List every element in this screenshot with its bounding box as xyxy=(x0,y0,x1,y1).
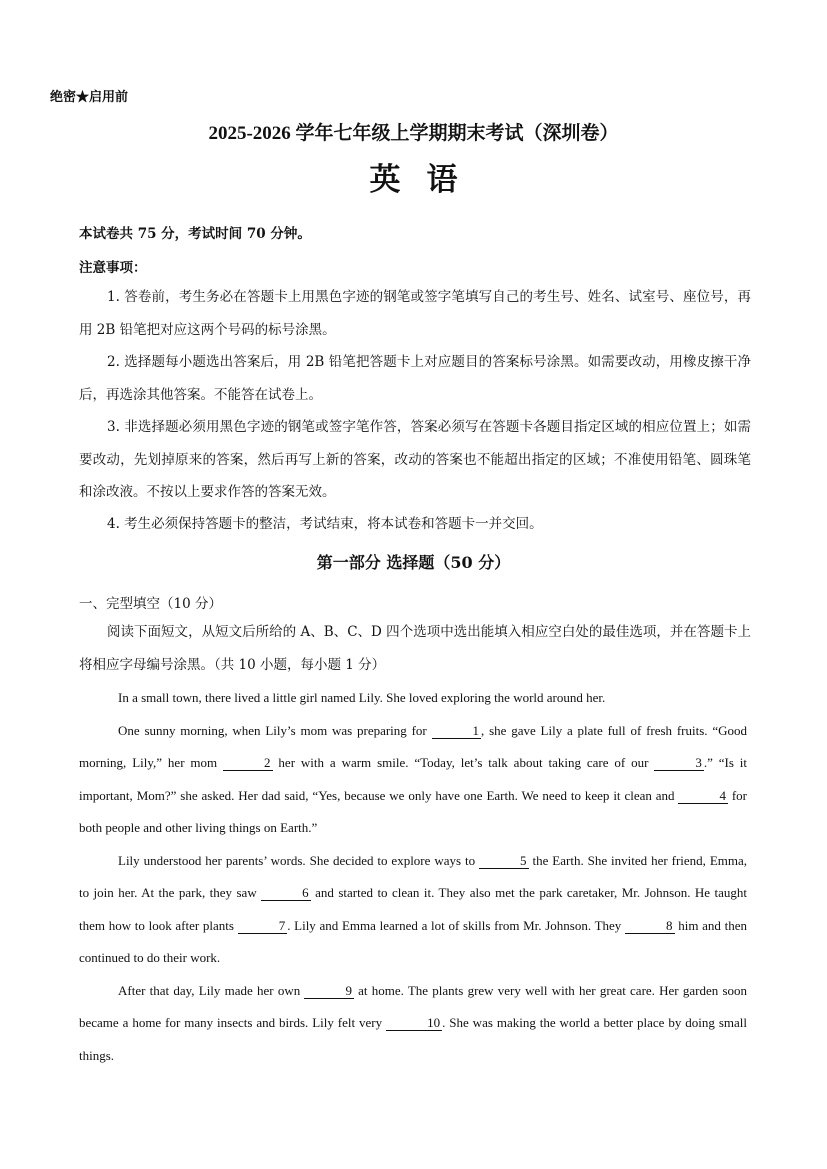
secret-label: 绝密★启用前 xyxy=(50,90,129,105)
note-item-4: 4. 考生必须保持答题卡的整洁，考试结束，将本试卷和答题卡一并交回。 xyxy=(107,516,543,532)
passage-paragraph-2: One sunny morning, when Lily’s mom was preparing for 1 , she gave Lily a plate full of fresh fruits. “Good morning, Lily,” her mom 2 her with a warm smile. “Today, let’s talk about taking care of our 3 .” “Is it important, Mom?” she asked. Her dad said, “Yes, because we only have one Earth. We need to keep it clean and 4 for both people and other living things on Earth.” xyxy=(79,722,748,835)
passage-paragraph-4: After that day, Lily made her own 9 at home. The plants grew very well with her great care. Her garden soon became a home for many insects and birds. Lily felt very 10 . She was making the world a better place by doing small things. xyxy=(79,982,748,1063)
note-item-3: 3. 非选择题必须用黑色字迹的钢笔或签字笔作答，答案必须写在答题卡各题目指定区域的相应位置上；如需要改动，先划掉原来的答案，然后再写上新的答案，改动的答案也不能超出指定的区域；不准使用铅笔、圆珠笔和涂改液。不按以上要求作答的答案无效。 xyxy=(79,419,751,500)
subject-title: 英语 xyxy=(369,162,484,198)
blank-4[interactable]: 4 xyxy=(678,788,728,804)
blank-10[interactable]: 10 xyxy=(386,1015,442,1031)
blank-8[interactable]: 8 xyxy=(625,918,675,934)
blank-1[interactable]: 1 xyxy=(432,723,482,739)
exam-info: 本试卷共 75 分，考试时间 70 分钟。 xyxy=(79,226,311,242)
part-title: 第一部分 选择题（50 分） xyxy=(316,553,511,572)
blank-9[interactable]: 9 xyxy=(304,983,354,999)
section-instructions: 阅读下面短文，从短文后所给的 A、B、C、D 四个选项中选出能填入相应空白处的最佳选项，并在答题卡上将相应字母编号涂黑。（共 10 小题，每小题 1 分） xyxy=(79,624,751,673)
blank-6[interactable]: 6 xyxy=(261,885,311,901)
notes-heading: 注意事项： xyxy=(79,260,147,276)
blank-3[interactable]: 3 xyxy=(654,755,704,771)
passage-paragraph-3: Lily understood her parents’ words. She decided to explore ways to 5 the Earth. She invited her friend, Emma, to join her. At the park, they saw 6 and started to clean it. They also met the park caretaker, Mr. Johnson. He taught them how to look after plants 7 . Lily and Emma learned a lot of skills from Mr. Johnson. They 8 him and then continued to do their work. xyxy=(79,852,748,965)
blank-7[interactable]: 7 xyxy=(238,918,288,934)
exam-title: 2025-2026 学年七年级上学期期末考试（深圳卷） xyxy=(208,123,619,144)
passage-paragraph-1: In a small town, there lived a little girl named Lily. She loved exploring the world around her. xyxy=(118,690,606,705)
note-item-1: 1. 答卷前，考生务必在答题卡上用黑色字迹的钢笔或签字笔填写自己的考生号、姓名、试室号、座位号，再用 2B 铅笔把对应这两个号码的标号涂黑。 xyxy=(79,289,751,338)
section-title: 一、完型填空（10 分） xyxy=(79,596,222,612)
note-item-2: 2. 选择题每小题选出答案后，用 2B 铅笔把答题卡上对应题目的答案标号涂黑。如需要改动，用橡皮擦干净后，再选涂其他答案。不能答在试卷上。 xyxy=(79,354,751,403)
blank-5[interactable]: 5 xyxy=(479,853,529,869)
cloze-passage xyxy=(79,682,747,1072)
blank-2[interactable]: 2 xyxy=(223,755,273,771)
